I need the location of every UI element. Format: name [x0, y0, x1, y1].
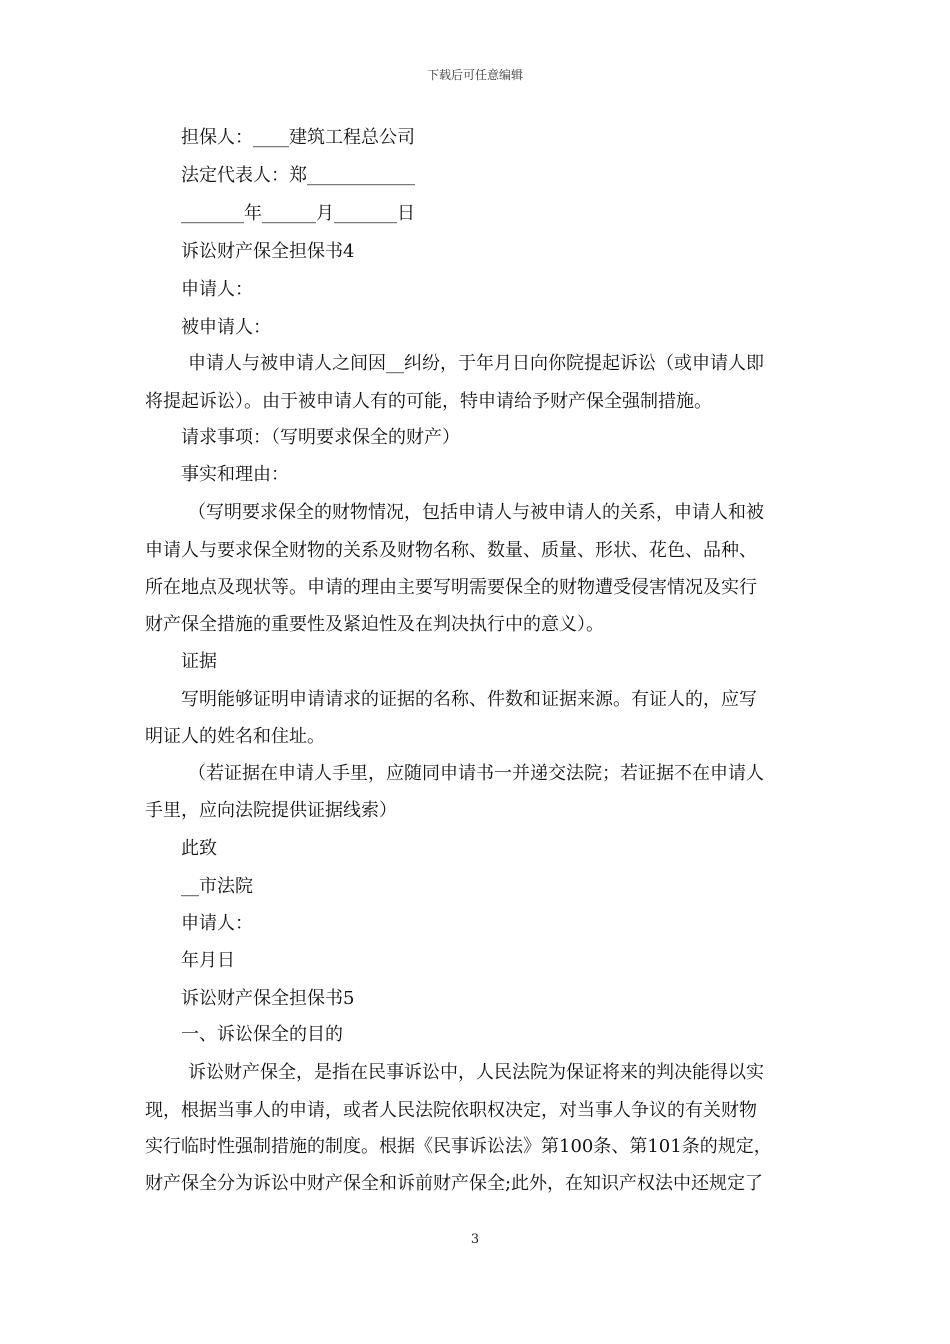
section-title-4: 诉讼财产保全担保书4 — [181, 241, 355, 262]
applicant-signature-label: 申请人： — [181, 913, 253, 934]
paragraph-line: （写明要求保全的财物情况，包括申请人与被申请人的关系，申请人和被 — [188, 502, 764, 523]
paragraph-line: 现，根据当事人的申请，或者人民法院依职权决定，对当事人争议的有关财物 — [145, 1100, 757, 1121]
facts-reasons-label: 事实和理由： — [181, 464, 289, 485]
paragraph-line: 申请人与被申请人之间因__纠纷，于年月日向你院提起诉讼（或申请人即 — [188, 353, 764, 374]
guarantor-line: 担保人：____建筑工程总公司 — [181, 127, 415, 148]
applicant-label: 申请人： — [181, 279, 253, 300]
date-line-2: 年月日 — [181, 950, 235, 971]
paragraph-line: 申请人与要求保全财物的关系及财物名称、数量、质量、形状、花色、品种、 — [145, 540, 757, 561]
court-line: __市法院 — [181, 876, 253, 897]
page-header: 下载后可任意编辑 — [426, 68, 523, 82]
request-items-line: 请求事项：（写明要求保全的财产） — [181, 427, 460, 448]
paragraph-line: 手里，应向法院提供证据线索） — [145, 800, 397, 821]
respondent-label: 被申请人： — [181, 317, 271, 338]
paragraph-line: 财产保全分为诉讼中财产保全和诉前财产保全;此外，在知识产权法中还规定了 — [145, 1173, 764, 1194]
paragraph-line: 明证人的姓名和住址。 — [145, 726, 325, 747]
page-number: 3 — [470, 1232, 480, 1247]
paragraph-line: 将提起诉讼）。由于被申请人有的可能，特申请给予财产保全强制措施。 — [145, 391, 712, 412]
paragraph-line: 所在地点及现状等。申请的理由主要写明需要保全的财物遭受侵害情况及实行 — [145, 577, 757, 598]
paragraph-line: 实行临时性强制措施的制度。根据《民事诉讼法》第100条、第101条的规定， — [145, 1136, 772, 1157]
paragraph-line: 财产保全措施的重要性及紧迫性及在判决执行中的意义）。 — [145, 614, 604, 635]
date-line: _______年______月_______日 — [181, 203, 415, 224]
salutation-line: 此致 — [181, 838, 217, 859]
subheading-purpose: 一、诉讼保全的目的 — [181, 1024, 343, 1045]
paragraph-line: 写明能够证明申请请求的证据的名称、件数和证据来源。有证人的，应写 — [181, 689, 757, 710]
legal-rep-line: 法定代表人：郑____________ — [181, 165, 415, 186]
paragraph-line: 诉讼财产保全，是指在民事诉讼中，人民法院为保证将来的判决能得以实 — [188, 1062, 764, 1083]
evidence-label: 证据 — [181, 651, 217, 672]
paragraph-line: （若证据在申请人手里，应随同申请书一并递交法院；若证据不在申请人 — [188, 763, 764, 784]
section-title-5: 诉讼财产保全担保书5 — [181, 988, 355, 1009]
